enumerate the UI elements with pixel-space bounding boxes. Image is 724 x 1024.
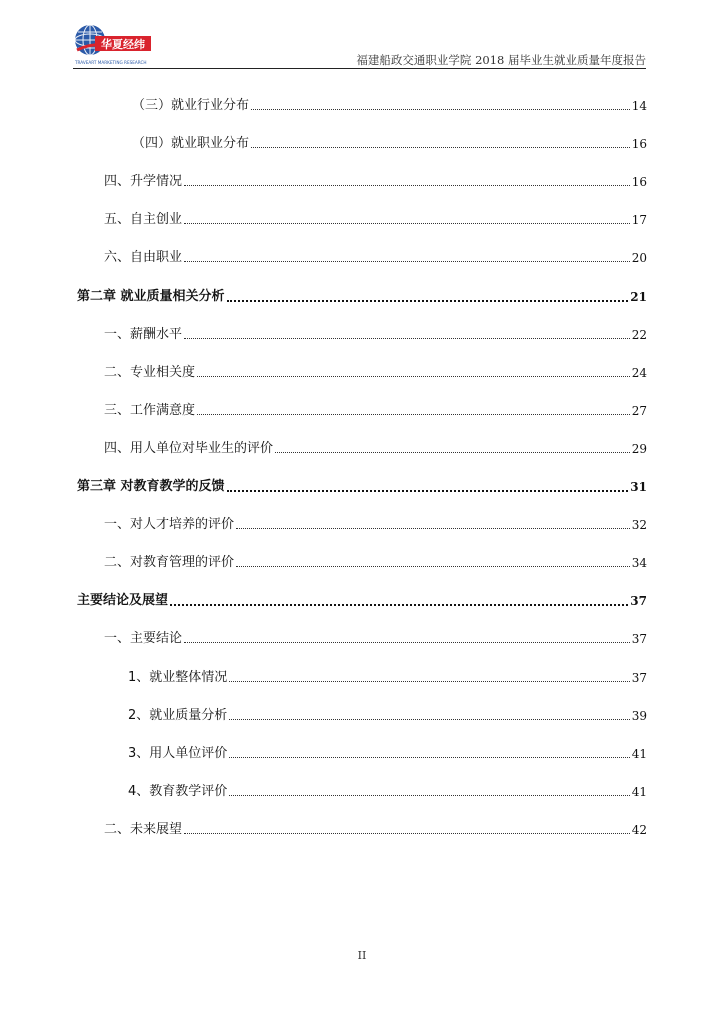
toc-page-number: 34 [631, 556, 647, 570]
toc-page-number: 16 [631, 137, 647, 151]
report-title: 福建船政交通职业学院 2018 届毕业生就业质量年度报告 [356, 53, 646, 67]
toc-leader-dots [251, 109, 630, 110]
toc-entry-label: 一、对人才培养的评价 [104, 517, 235, 532]
toc-entry[interactable] [104, 439, 647, 459]
toc-chapter-entry[interactable] [77, 477, 647, 497]
toc-page-number: 41 [631, 747, 647, 761]
toc-entry-label: 五、自主创业 [104, 212, 183, 227]
toc-page-number: 16 [631, 175, 647, 189]
toc-entry[interactable] [104, 248, 647, 268]
toc-leader-dots [197, 414, 630, 415]
toc-entry-label: 3、用人单位评价 [128, 746, 228, 761]
toc-page-number: 37 [630, 594, 647, 608]
toc-leader-dots [229, 757, 629, 758]
toc-leader-dots [275, 452, 630, 453]
toc-page-number: 29 [631, 442, 647, 456]
toc-entry-label: 四、升学情况 [104, 174, 183, 189]
toc-leader-dots [227, 300, 629, 302]
toc-page-number: 14 [631, 99, 647, 113]
toc-entry[interactable] [128, 782, 647, 802]
toc-entry[interactable] [104, 325, 647, 345]
toc-page-number: 20 [631, 251, 647, 265]
toc-entry[interactable] [104, 210, 647, 230]
toc-entry[interactable] [128, 706, 647, 726]
toc-leader-dots [229, 795, 629, 796]
toc-entry[interactable] [104, 553, 647, 573]
toc-entry-label: 二、专业相关度 [104, 365, 196, 380]
toc-entry-label: （四）就业职业分布 [132, 136, 250, 151]
toc-entry[interactable] [128, 668, 647, 688]
toc-leader-dots [170, 604, 628, 606]
toc-page-number: 37 [631, 632, 647, 646]
toc-page-number: 31 [630, 480, 647, 494]
toc-leader-dots [236, 566, 630, 567]
toc-entry-label: 三、工作满意度 [104, 403, 196, 418]
toc-chapter-entry[interactable] [77, 591, 647, 611]
toc-entry[interactable] [104, 629, 647, 649]
toc-page-number: 32 [631, 518, 647, 532]
toc-leader-dots [227, 490, 629, 492]
toc-entry[interactable] [104, 363, 647, 383]
toc-leader-dots [184, 261, 630, 262]
toc-entry[interactable] [104, 820, 647, 840]
toc-leader-dots [184, 833, 630, 834]
toc-page-number: 37 [631, 671, 647, 685]
toc-page-number: 39 [631, 709, 647, 723]
toc-leader-dots [229, 719, 629, 720]
toc-entry[interactable] [104, 401, 647, 421]
toc-page-number: 27 [631, 404, 647, 418]
logo-text: 华夏经纬 [101, 38, 145, 51]
toc-entry[interactable] [104, 172, 647, 192]
toc-entry[interactable] [104, 515, 647, 535]
toc-entry[interactable] [128, 744, 647, 764]
toc-leader-dots [184, 338, 630, 339]
toc-entry-label: 二、未来展望 [104, 822, 183, 837]
toc-entry-label: 1、就业整体情况 [128, 670, 228, 685]
toc-leader-dots [229, 681, 629, 682]
logo-subtext: TRAVEART MARKETING RESEARCH [75, 60, 147, 65]
toc-entry-label: 四、用人单位对毕业生的评价 [104, 441, 274, 456]
toc-leader-dots [197, 376, 630, 377]
toc-entry-label: 一、薪酬水平 [104, 327, 183, 342]
toc-entry-label: 一、主要结论 [104, 631, 183, 646]
page-number: II [357, 949, 367, 962]
toc-page-number: 21 [630, 290, 647, 304]
toc-entry-label: 六、自由职业 [104, 250, 183, 265]
toc-leader-dots [184, 223, 630, 224]
toc-leader-dots [251, 147, 630, 148]
toc-entry-label: 2、就业质量分析 [128, 708, 228, 723]
toc-entry[interactable] [132, 134, 647, 154]
toc-entry-label: 二、对教育管理的评价 [104, 555, 235, 570]
toc-leader-dots [184, 185, 630, 186]
toc-page-number: 17 [631, 213, 647, 227]
toc-leader-dots [236, 528, 630, 529]
toc-entry-label: 主要结论及展望 [77, 593, 169, 608]
toc-entry[interactable] [132, 96, 647, 116]
toc-page-number: 42 [631, 823, 647, 837]
toc-chapter-entry[interactable] [77, 287, 647, 307]
toc-entry-label: 第二章 就业质量相关分析 [77, 289, 225, 304]
toc-entry-label: 第三章 对教育教学的反馈 [77, 479, 225, 494]
toc-entry-label: 4、教育教学评价 [128, 784, 228, 799]
toc-page-number: 24 [631, 366, 647, 380]
toc-leader-dots [184, 642, 630, 643]
toc-entry-label: （三）就业行业分布 [132, 98, 250, 113]
toc-page-number: 41 [631, 785, 647, 799]
toc-page-number: 22 [631, 328, 647, 342]
